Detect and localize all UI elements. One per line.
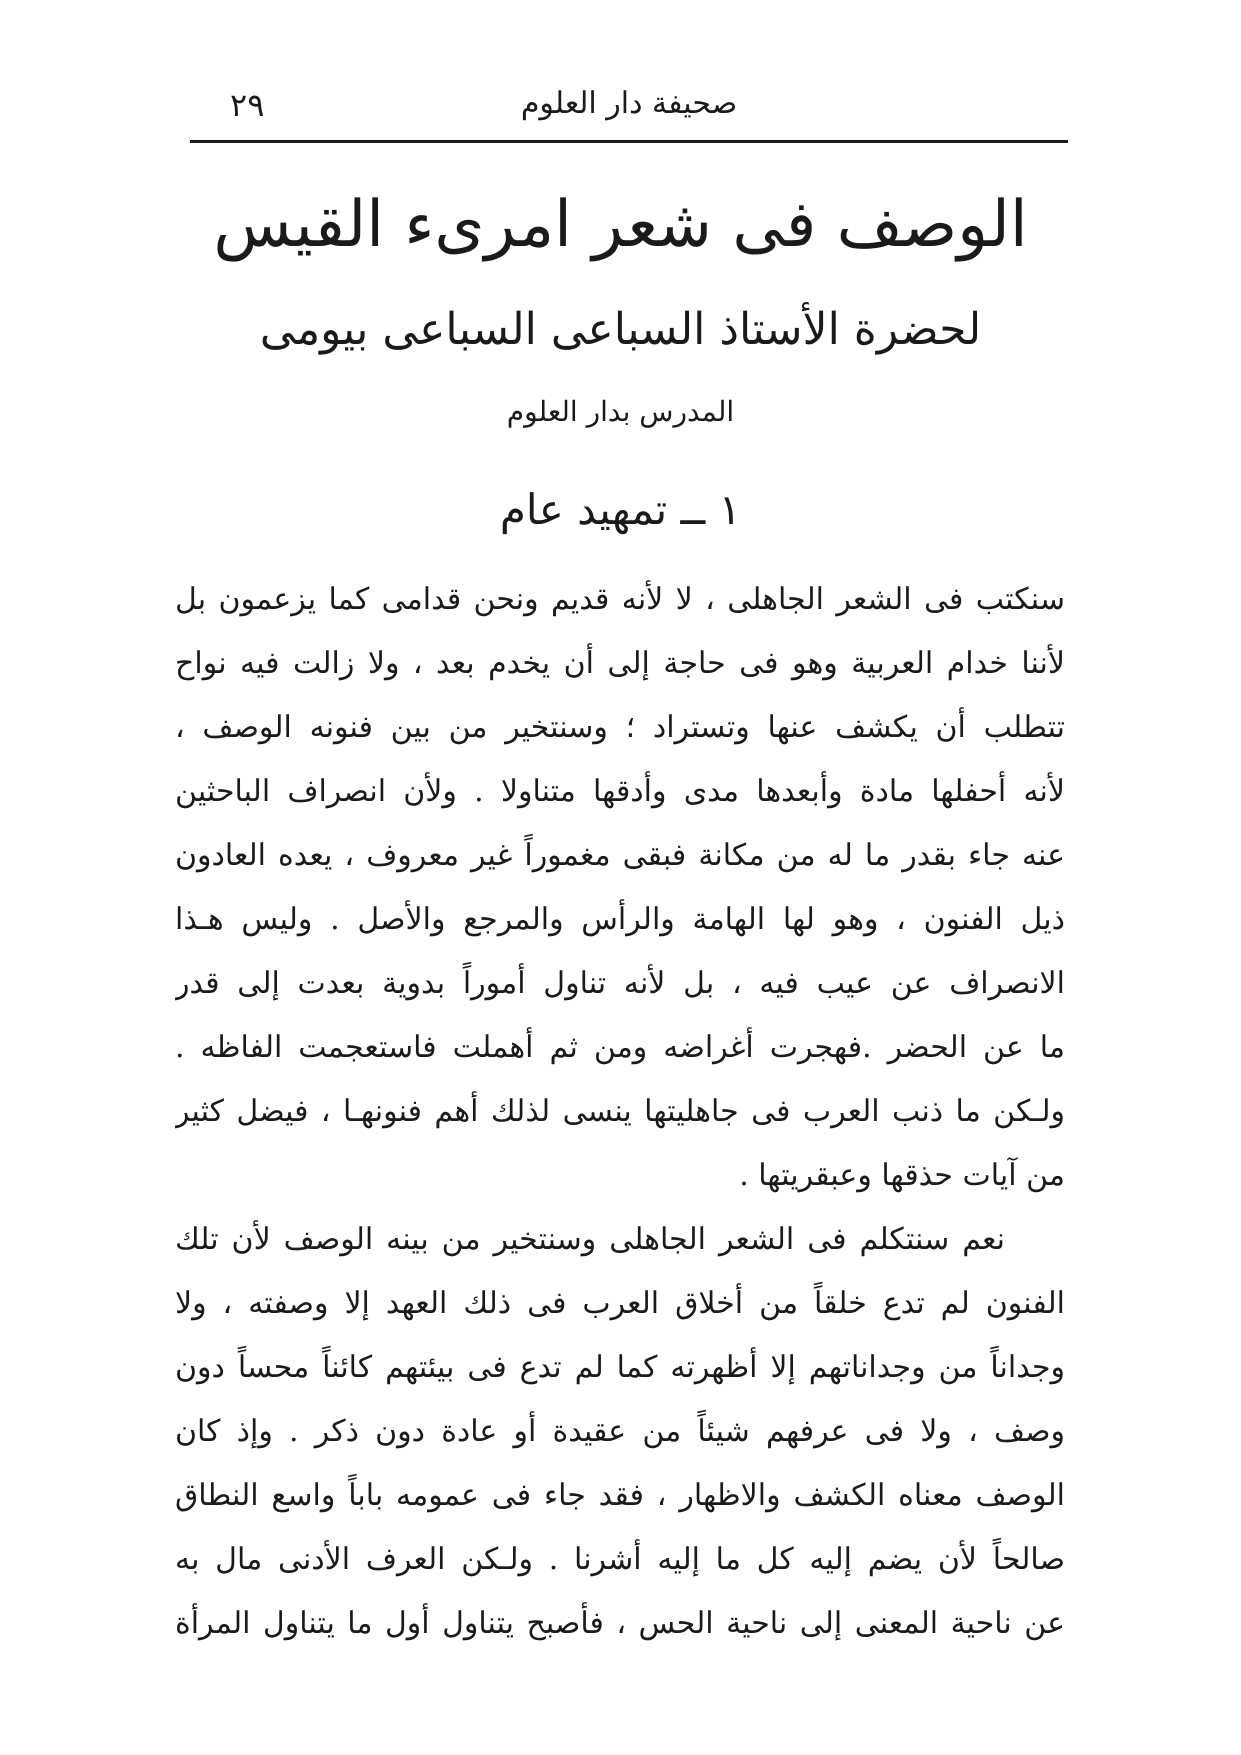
body-text	[175, 568, 1065, 1656]
running-header	[190, 80, 1068, 136]
text-line: ما عن الحضر .فهجرت أغراضه ومن ثم أهملت فاستعجمت الفاظه .	[175, 1030, 1065, 1065]
text-line: الانصراف عن عيب فيه ، بل لأنه تناول أموراً بدوية بعدت إلى قدر	[175, 966, 1065, 1001]
text-line: وجداناً من وجداناتهم إلا أظهرته كما لم تدع فى بيئتهم كائناً محساً دون	[175, 1350, 1065, 1385]
paragraph-2	[175, 1208, 1065, 1656]
section-heading: ١ ــ تمهيد عام	[499, 485, 742, 534]
text-line: نعم سنتكلم فى الشعر الجاهلى وسنتخير من بينه الوصف لأن تلك	[175, 1222, 1005, 1257]
page-number: ٢٩	[230, 86, 265, 124]
author-affiliation: المدرس بدار العلوم	[506, 395, 735, 428]
text-line: صالحاً لأن يضم إليه كل ما إليه أشرنا . ولـكن العرف الأدنى مال به	[175, 1542, 1065, 1577]
text-line: عن ناحية المعنى إلى ناحية الحس ، فأصبح يتناول أول ما يتناول المرأة	[175, 1606, 1065, 1641]
text-line: ولـكن ما ذنب العرب فى جاهليتها ينسى لذلك أهم فنونهـا ، فيضل كثير	[175, 1094, 1065, 1129]
text-line: الوصف معناه الكشف والاظهار ، فقد جاء فى عمومه باباً واسع النطاق	[175, 1478, 1065, 1513]
header-rule	[190, 140, 1068, 143]
text-line: ذيل الفنون ، وهو لها الهامة والرأس والمرجع والأصل . وليس هـذا	[175, 902, 1065, 937]
text-line: وصف ، ولا فى عرفهم شيئاً من عقيدة أو عادة دون ذكر . وإذ كان	[175, 1414, 1065, 1449]
text-line: من آيات حذقها وعبقريتها .	[739, 1158, 1065, 1193]
article-author: لحضرة الأستاذ السباعى السباعى بيومى	[259, 304, 982, 355]
text-line: تتطلب أن يكشف عنها وتستراد ؛ وسنتخير من بين فنونه الوصف ،	[175, 710, 1065, 745]
text-line: لأنه أحفلها مادة وأبعدها مدى وأدقها متناولا . ولأن انصراف الباحثين	[175, 774, 1065, 809]
article-title: الوصف فى شعر امرىء القيس	[213, 188, 1028, 262]
text-line: الفنون لم تدع خلقاً من أخلاق العرب فى ذلك العهد إلا وصفته ، ولا	[175, 1286, 1065, 1321]
text-line: سنكتب فى الشعر الجاهلى ، لا لأنه قديم ونحن قدامى كما يزعمون بل	[175, 582, 1065, 617]
text-line: عنه جاء بقدر ما له من مكانة فبقى مغموراً غير معروف ، يعده العادون	[175, 838, 1065, 873]
paragraph-1	[175, 568, 1065, 1208]
journal-name: صحيفة دار العلوم	[520, 86, 738, 121]
text-line: لأننا خدام العربية وهو فى حاجة إلى أن يخدم بعد ، ولا زالت فيه نواح	[175, 646, 1065, 681]
